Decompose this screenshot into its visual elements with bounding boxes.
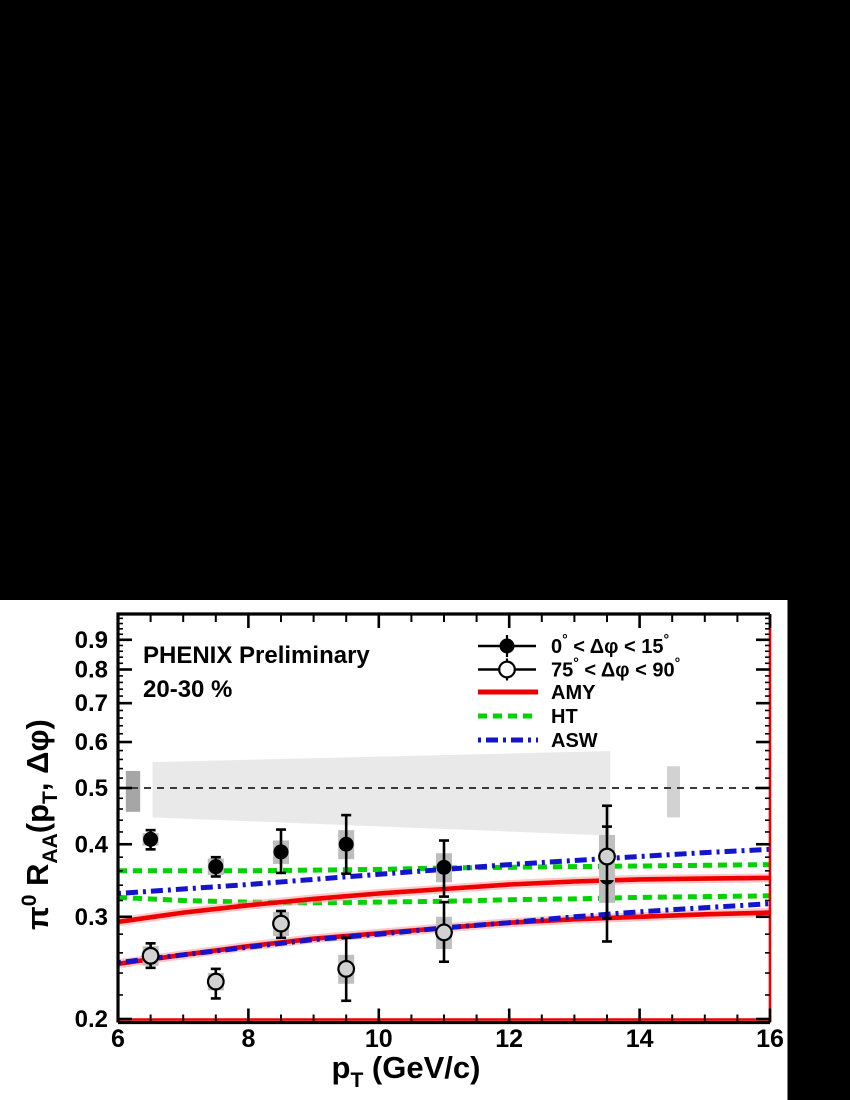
text-segment: , Δφ) bbox=[20, 719, 55, 792]
y-tick-label: 0.3 bbox=[74, 903, 108, 931]
x-tick-label: 6 bbox=[111, 1025, 125, 1053]
x-tick-label: 12 bbox=[495, 1025, 524, 1053]
legend-label bbox=[551, 730, 598, 752]
text-segment: T bbox=[39, 791, 62, 804]
data-point-in-plane bbox=[437, 860, 452, 875]
x-tick-label: 16 bbox=[756, 1025, 784, 1053]
data-point-in-plane bbox=[208, 859, 223, 874]
legend-label bbox=[551, 706, 578, 728]
text-segment: ° bbox=[573, 654, 579, 671]
y-tick-label: 0.6 bbox=[74, 729, 108, 757]
text-segment: AMY bbox=[551, 682, 596, 704]
y-tick-label: 0.5 bbox=[74, 774, 108, 802]
y-tick-label: 0.7 bbox=[74, 690, 108, 718]
y-tick-label: 0.4 bbox=[74, 831, 108, 859]
text-segment: π bbox=[20, 906, 55, 930]
text-segment: (GeV/c) bbox=[363, 1050, 481, 1085]
text-segment: 0 bbox=[18, 894, 41, 907]
text-segment: (p bbox=[20, 803, 55, 834]
legend-label bbox=[551, 682, 596, 704]
y-tick-label: 0.9 bbox=[74, 626, 108, 654]
x-tick-label: 10 bbox=[364, 1025, 393, 1053]
data-point-in-plane bbox=[339, 837, 354, 852]
x-tick-label: 14 bbox=[625, 1025, 654, 1053]
legend-open-circle-icon bbox=[499, 662, 515, 678]
text-segment: 0 bbox=[551, 636, 563, 658]
text-segment: ° bbox=[674, 654, 681, 671]
centrality-label: 20-30 % bbox=[143, 676, 233, 703]
norm-uncertainty-box bbox=[126, 771, 140, 812]
text-segment: ASW bbox=[551, 730, 598, 752]
text-segment: ° bbox=[562, 631, 568, 647]
legend-filled-circle-icon bbox=[500, 639, 515, 654]
legend-label bbox=[551, 631, 669, 658]
data-point-out-of-plane bbox=[599, 849, 615, 865]
text-segment: HT bbox=[551, 706, 578, 728]
data-point-out-of-plane bbox=[436, 925, 452, 941]
legend-label bbox=[551, 655, 680, 682]
experiment-label: PHENIX Preliminary bbox=[143, 642, 370, 669]
text-segment: < Δφ < 90 bbox=[578, 659, 675, 682]
data-point-in-plane bbox=[274, 844, 289, 859]
text-segment: ° bbox=[663, 631, 670, 647]
text-segment: T bbox=[350, 1069, 364, 1092]
text-segment: p bbox=[331, 1050, 351, 1085]
text-segment: 75 bbox=[551, 659, 574, 682]
text-segment: R bbox=[20, 863, 55, 895]
data-point-out-of-plane bbox=[143, 948, 159, 964]
data-point-out-of-plane bbox=[208, 974, 224, 990]
data-point-out-of-plane bbox=[338, 961, 354, 977]
data-point-in-plane bbox=[143, 832, 158, 847]
text-segment: AA bbox=[39, 833, 62, 864]
data-point-out-of-plane bbox=[273, 916, 289, 932]
y-tick-label: 0.8 bbox=[74, 656, 108, 684]
text-segment: < Δφ < 15 bbox=[567, 636, 664, 658]
y-tick-label: 0.2 bbox=[74, 1006, 108, 1033]
x-tick-label: 8 bbox=[241, 1025, 256, 1053]
norm-uncertainty-box bbox=[667, 766, 680, 817]
